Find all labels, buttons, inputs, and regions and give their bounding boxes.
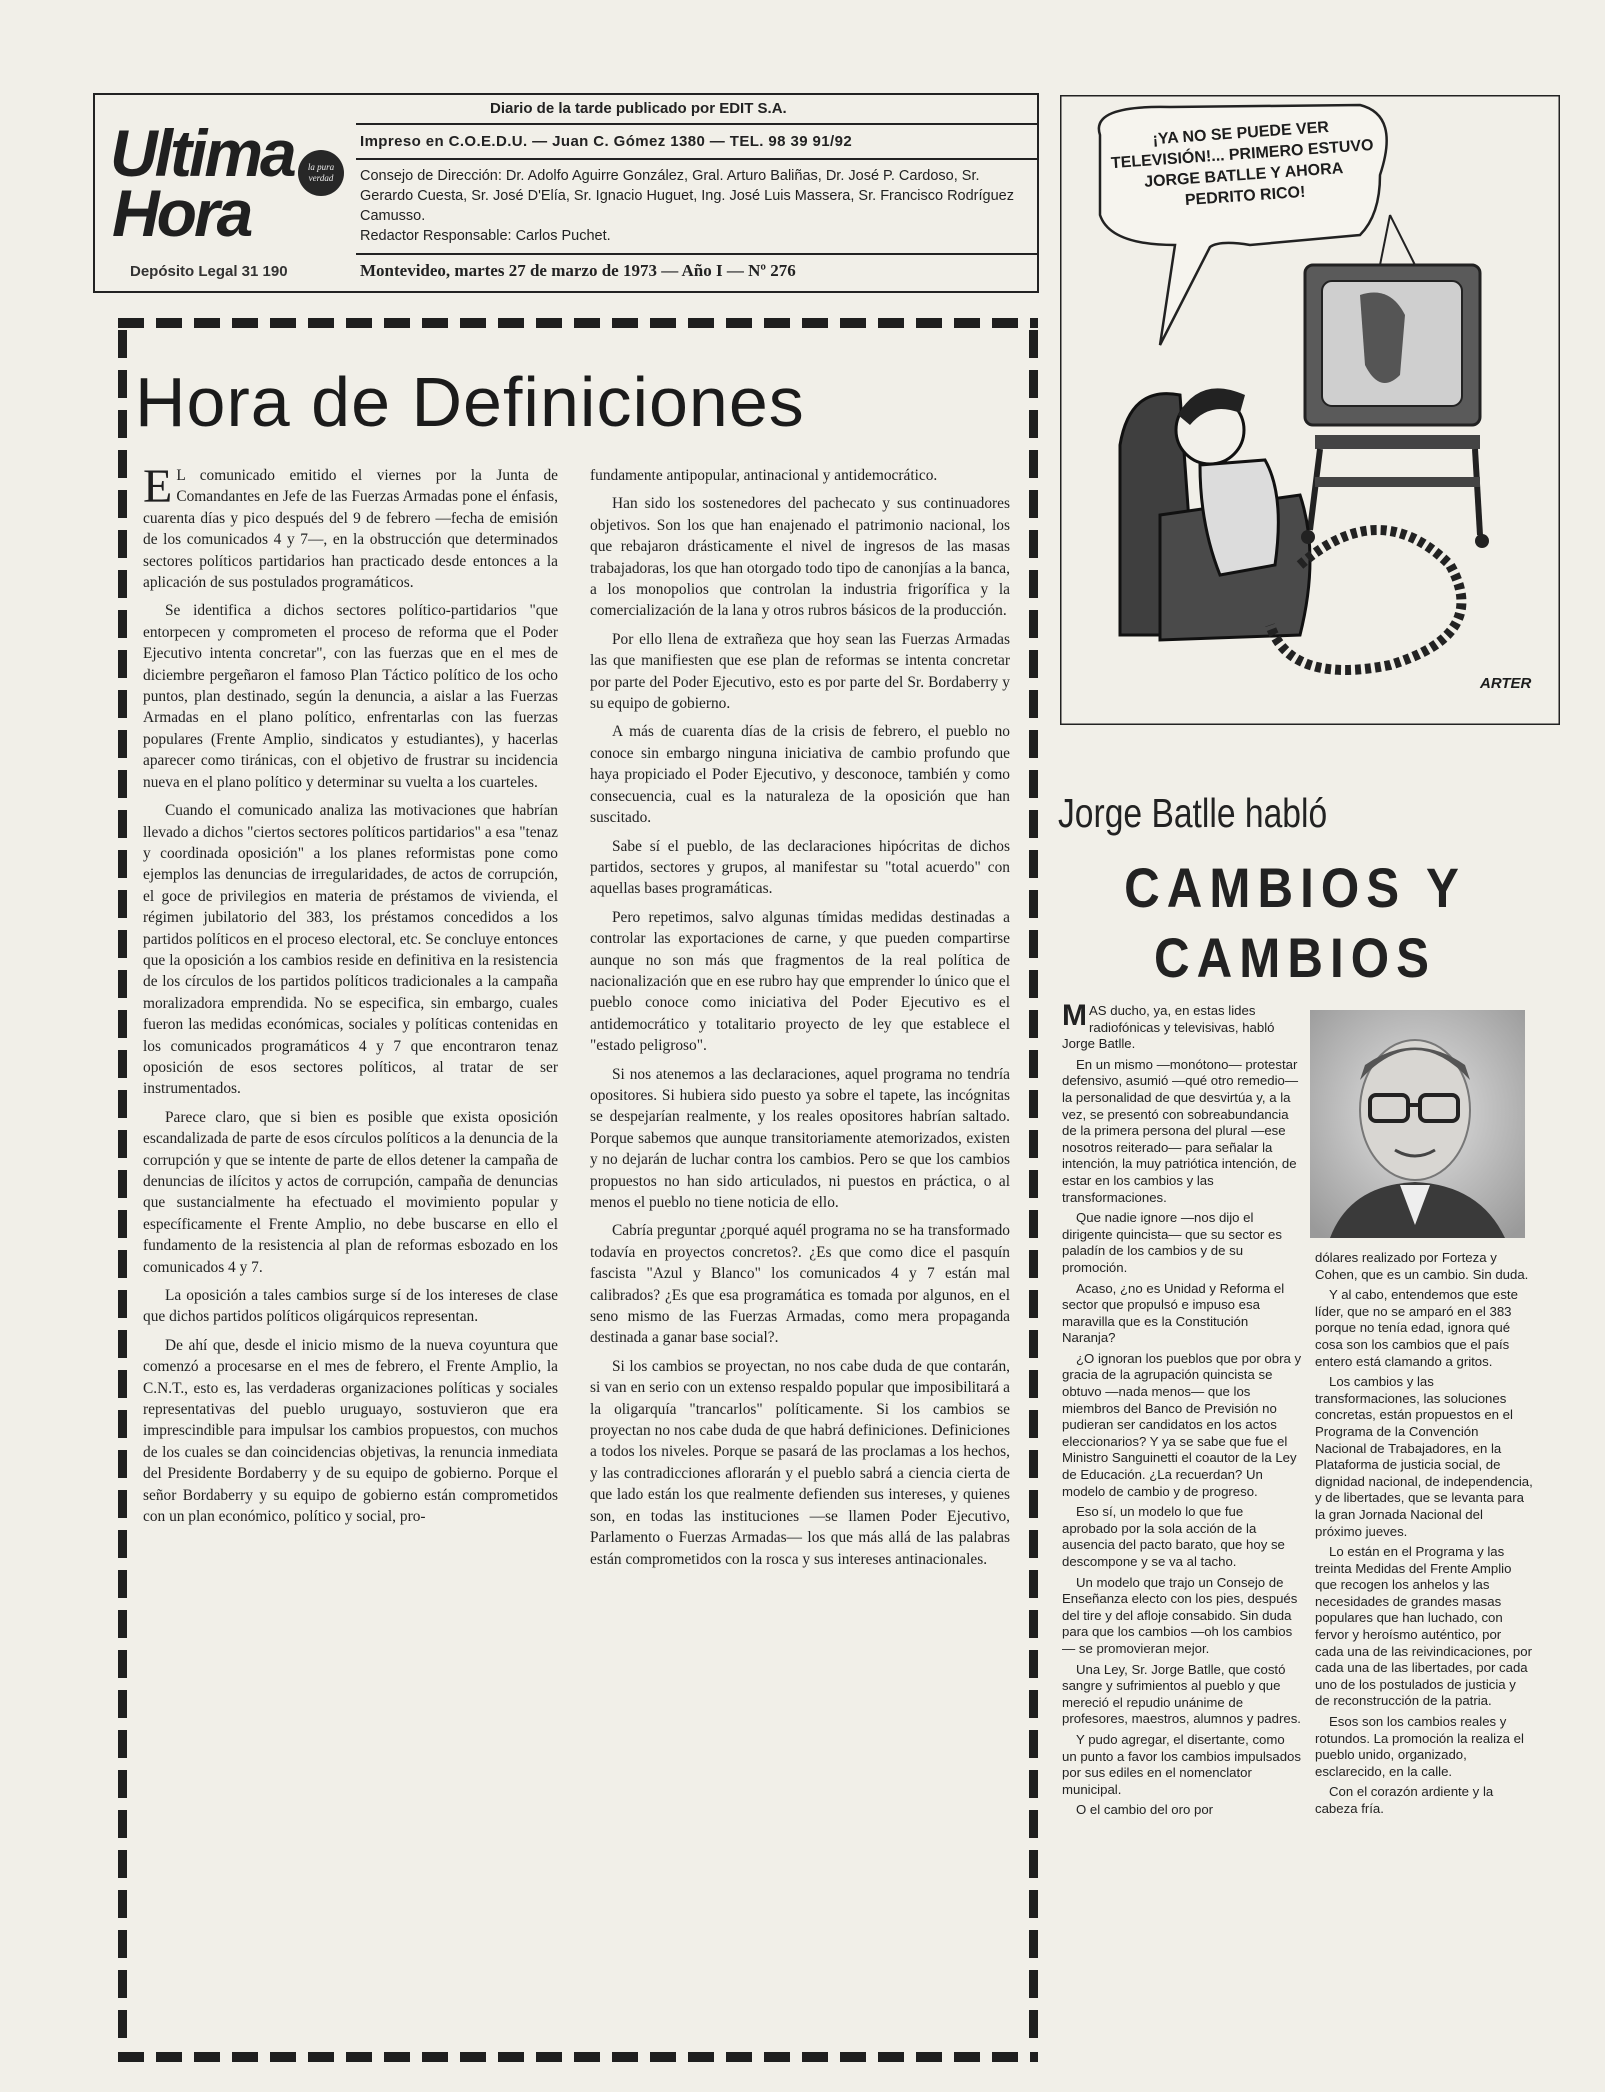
masthead-info	[360, 96, 1030, 296]
paragraph: Por ello llena de extrañeza que hoy sean las Fuerzas Armadas las que manifiesten que ese plan de reformas se intenta concretar por parte del Poder Ejecutivo, esto es por parte del Sr. Bordaberry y su equipo de gobierno.	[590, 630, 1010, 713]
paragraph: Que nadie ignore —nos dijo el dirigente quincista— que su sector es paladín de los cambios y de su promoción.	[1062, 1210, 1282, 1275]
paragraph: Esos son los cambios reales y rotundos. La promoción la realiza el pueblo unido, organizado, esclarecido, en la calle.	[1315, 1714, 1524, 1779]
paragraph: Con el corazón ardiente y la cabeza fría.	[1315, 1784, 1494, 1816]
cartoon-balloon-text: ¡YA NO SE PUEDE VER TELEVISIÓN!... PRIMERO ESTUVO JORGE BATLLE Y AHORA PEDRITO RICO!	[1110, 118, 1375, 210]
editor-line: Redactor Responsable: Carlos Puchet.	[360, 228, 611, 244]
paragraph: fundamente antipopular, antinacional y antidemocrático.	[590, 467, 938, 484]
dateline: Montevideo, martes 27 de marzo de 1973 — Año I — Nº 276	[360, 261, 796, 280]
paragraph: E L comunicado emitido el viernes por la Junta de Comandantes en Jefe de las Fuerzas Armadas pone el énfasis, cuarenta días y pico después del 9 de febrero —fecha de emisión de los comunicados 4 y 7—, en la obstrucción que determinados sectores políticos partidarios han practicado desde entonces a la aplicación de sus postulados programáticos.	[143, 465, 558, 592]
council-text: Consejo de Dirección: Dr. Adolfo Aguirre González, Gral. Arturo Baliñas, Dr. José P. Cardoso, Sr. Gerardo Cuesta, Sr. José D'Elía, Sr. Ignacio Huguet, Ing. José Luis Massera, Sr. Francisco Rodríguez Camusso.	[360, 168, 1014, 224]
editorial-frame-top	[118, 318, 1038, 328]
paragraph: Se identifica a dichos sectores político-partidarios "que entorpecen y comprometen el proceso de reforma que el Poder Ejecutivo intenta concretar", con las fuerzas que en el mes de diciembre pergeñaron el famoso Plan Táctico político de los ocho puntos, plan destinado, según la denuncia, a aislar a las Fuerzas Armadas en el plano político, enfrentarlas con las fuerzas populares (Frente Amplio, sindicatos y estudiantes), y hacerlas aparecer como tiránicas, con el objetivo de frustrar su incidencia nueva en el plano político y determinar su vuelta a los cuarteles.	[143, 602, 558, 791]
editorial-frame-left	[118, 330, 127, 2050]
cartoon-signature: ARTER	[1480, 675, 1532, 692]
article-kicker: Jorge Batlle habló	[1058, 790, 1328, 836]
paragraph: Si nos atenemos a las declaraciones, aquel programa no tendría opositores. Si hubiera sido puesto ya sobre el tapete, las incógnitas se despejarían realmente, y los reales opositores habrían saltado. Porque sabemos que aunque transitoriamente atemorizados, existen y no dejarán de luchar contra los cambios. Pero se que los cambios propuestos no han sido articulados, ni puestos en práctica, o al menos el pueblo no tiene noticia de ello.	[590, 1065, 1010, 1211]
article-column-left-top	[1062, 1003, 1302, 2083]
logo-seal: la pura verdad	[298, 150, 344, 196]
article-column-right	[1315, 1250, 1533, 2070]
paragraph: ¿O ignoran los pueblos que por obra y gracia de la agrupación quincista se obtuvo —nada menos— que los miembros del Banco de Previsión no pudieran ser candidatos en los actos eleccionarios? Y ya se sabe que fue el Ministro Sanguinetti el coautor de la Ley de Educación. ¿La recuerdan? Un modelo de cambio y de progreso.	[1062, 1350, 1302, 1499]
paragraph: Los cambios y las transformaciones, las soluciones concretas, están propuestos en el Programa de la Convención Nacional de Trabajadores, en la Plataforma de justicia social, de dignidad nacional, de independencia, y de libertades, que se levanta para la gran Jornada Nacional del próximo jueves.	[1315, 1374, 1533, 1539]
jorge-batlle-photo	[1310, 1010, 1525, 1238]
publisher-line: Diario de la tarde publicado por EDIT S.A.	[490, 100, 787, 117]
paragraph: Parece claro, que si bien es posible que exista oposición escandalizada de parte de esos círculos políticos a la denuncia de la corrupción y que se intente de parte de ellos detener la campaña de denuncias de ilícitos y actos de corrupción, campaña de denuncias que sustancialmente ha efectuado el movimiento popular y específicamente el Frente Amplio, no debe buscarse en ello el fundamento de la resistencia al plan de reformas esbozado en los comunicados 4 y 7.	[143, 1108, 558, 1276]
editorial-column-2	[590, 465, 1010, 2055]
paragraph: Si los cambios se proyectan, no nos cabe duda de que contarán, si van en serio con un extenso respaldo popular que imposibilitará a la oligarquía "trancarlos" políticamente. Si los cambios se proyectan no nos cabe duda de que habrá definiciones. Definiciones a todos los niveles. Porque se pasará de las proclamas a los hechos, y las contradicciones aflorarán y el pueblo sabrá a ciencia cierta de que lado están los que realmente defienden sus intereses, y quienes son, en todas las instituciones —se llamen Poder Ejecutivo, Parlamento o Fuerzas Armadas— los que más allá de las palabras están comprometidos con la rosca y sus intereses antinacionales.	[590, 1357, 1010, 1568]
newspaper-logo	[110, 116, 350, 250]
drop-cap: E	[143, 465, 173, 513]
paragraph: Sabe sí el pueblo, de las declaraciones hipócritas de dichos partidos, sectores y grupos, al manifestar su "total acuerdo" con aquellas bases programáticas.	[590, 837, 1010, 898]
paragraph: La oposición a tales cambios surge sí de los intereses de clase que dichos partidos políticos oligárquicos representan.	[143, 1287, 558, 1326]
masthead-rule	[356, 123, 1038, 125]
paragraph: Pero repetimos, salvo algunas tímidas medidas destinadas a controlar las exportaciones de carne, y que pueden compartirse aunque no son más que fragmentos de la real política de nacionalización que en ese rubro hay que emprender lo único que el pueblo conoce como iniciativa del Poder Ejecutivo es el antidemocrático y totalitario proyecto de ley que establece el "estado peligroso".	[590, 908, 1010, 1055]
legal-deposit: Depósito Legal 31 190	[130, 263, 288, 280]
logo-word-ultima: Ultima	[110, 116, 294, 190]
logo-word-hora: Hora	[112, 176, 251, 250]
masthead-rule	[356, 158, 1038, 160]
drop-cap: M	[1062, 1003, 1087, 1032]
paragraph: Han sido los sostenedores del pachecato y sus continuadores objetivos. Son los que han enajenado el patrimonio nacional, los que rebajaron drásticamente el nivel de ingresos de las masas trabajadoras, los que han otorgado todo tipo de canonjías a la banca, a los monopolios que controlan la industria frigorífica y la comercialización de la lana y otros rubros básicos de la producción.	[590, 495, 1010, 620]
paragraph: O el cambio del oro por	[1076, 1802, 1214, 1818]
paragraph: A más de cuarenta días de la crisis de febrero, el pueblo no conoce sin embargo ninguna iniciativa de cambio profundo que haya propiciado el Poder Ejecutivo, y desconoce, también y como consecuencia, cual es la naturaleza de la oposición que han suscitado.	[590, 723, 1010, 827]
paragraph: Una Ley, Sr. Jorge Batlle, que costó sangre y sufrimientos al pueblo y que mereció el repudio unánime de profesores, maestros, alumnos y padres.	[1062, 1661, 1301, 1727]
paragraph: Eso sí, un modelo lo que fue aprobado por la sola acción de la ausencia del pacto barato, que hoy se descompone y se va al tacho.	[1062, 1504, 1285, 1569]
paragraph: Cuando el comunicado analiza las motivaciones que habrían llevado a dichos "ciertos sectores políticos partidarios" a esa "tenaz y coordinada oposición" a los planes reformistas pone como ejemplos las denuncias de irregularidades, de actos de corrupción, el goce de privilegios en materia de préstamos de vivienda, el régimen jubilatorio del 383, los préstamos concedidos a los partidos políticos en el proceso electoral, etc. Se concluye entonces que la oposición a los cambios reside en definitiva en la resistencia de los círculos de los partidos políticos tradicionales a la campaña moralizadora emprendida. No se especifica, sin embargo, cuales fueron las medidas económicas, sociales y políticas contenidas en los comunicados programáticos 4 y 7 que encontraron tenaz oposición de esos sectores políticos, al tratar de ser instrumentados.	[143, 802, 558, 1098]
article-headline-line-1: CAMBIOS Y	[1124, 856, 1466, 919]
paragraph: Acaso, ¿no es Unidad y Reforma el sector que propulsó e impuso esa maravilla que es la Constitución Naranja?	[1062, 1280, 1285, 1346]
editorial-headline: Hora de Definiciones	[135, 363, 805, 441]
paragraph: En un mismo —monótono— protestar defensivo, asumió —qué otro remedio— la personalidad de que desvirtúa y, a la vez, se presentó con sobreabundancia de la primera persona del plural —ese nosotros reiterado— para señalar la intención, la muy patriótica intención, de estar en los cambios y las transformaciones.	[1062, 1056, 1299, 1205]
editorial-column-1	[143, 465, 558, 2055]
editorial-frame-right	[1029, 330, 1038, 2050]
printer-line: Impreso en C.O.E.D.U. — Juan C. Gómez 1380 — TEL. 98 39 91/92	[360, 133, 853, 150]
political-cartoon	[1060, 95, 1560, 725]
article-headline-line-2: CAMBIOS	[1153, 926, 1436, 989]
masthead-rule	[356, 253, 1038, 255]
paragraph: Y pudo agregar, el disertante, como un punto a favor los cambios impulsados por sus ediles en el nomenclator municipal.	[1062, 1731, 1301, 1797]
paragraph: Y al cabo, entendemos que este líder, que no se amparó en el 383 porque no tenía edad, ignora qué cosa son los cambios que el país entero está clamando a gritos.	[1315, 1287, 1518, 1369]
paragraph: MAS ducho, ya, en estas lides radiofónicas y televisivas, habló Jorge Batlle.	[1062, 1003, 1275, 1052]
paragraph: dólares realizado por Forteza y Cohen, que es un cambio. Sin duda.	[1315, 1250, 1529, 1282]
paragraph: Cabría preguntar ¿porqué aquél programa no se ha transformado todavía en proyectos concretos?. ¿Es que como dice el pasquín fascista "Azul y Blanco" los comunicados 4 y 7 están mal calibrados? ¿Es que esa programática es tomada por algunos, en el seno mismo de las Fuerzas Armadas, como mera propaganda destinada a ganar base social?.	[590, 1222, 1010, 1347]
council-line	[360, 166, 1030, 246]
paragraph: Un modelo que trajo un Consejo de Enseñanza electo con los pies, después del tire y del afloje consabido. Sin duda para que los cambios —oh los cambios— se promovieran mejor.	[1062, 1574, 1298, 1656]
paragraph: Lo están en el Programa y las treinta Medidas del Frente Amplio que recogen los anhelos y las necesidades de grandes masas populares que han luchado, con fervor y heroísmo auténtico, por cada una de las reivindicaciones, por cada una de las libertades, por cada uno de los postulados de justicia y de reconstrucción de la patria.	[1315, 1544, 1532, 1709]
paragraph: De ahí que, desde el inicio mismo de la nueva coyuntura que comenzó a procesarse en el mes de febrero, el Frente Amplio, la C.N.T., esto es, las verdaderas organizaciones políticas y sociales representativas del pueblo uruguayo, sostuvieron que era imprescindible para impulsar los cambios propuestos, con muchos de los cuales se dan coincidencias objetivas, la renuncia inmediata del Presidente Bordaberry y de su equipo de gobierno. Porque el señor Bordaberry y su equipo de gobierno están comprometidos con un plan económico, político y social, pro-	[143, 1336, 558, 1526]
